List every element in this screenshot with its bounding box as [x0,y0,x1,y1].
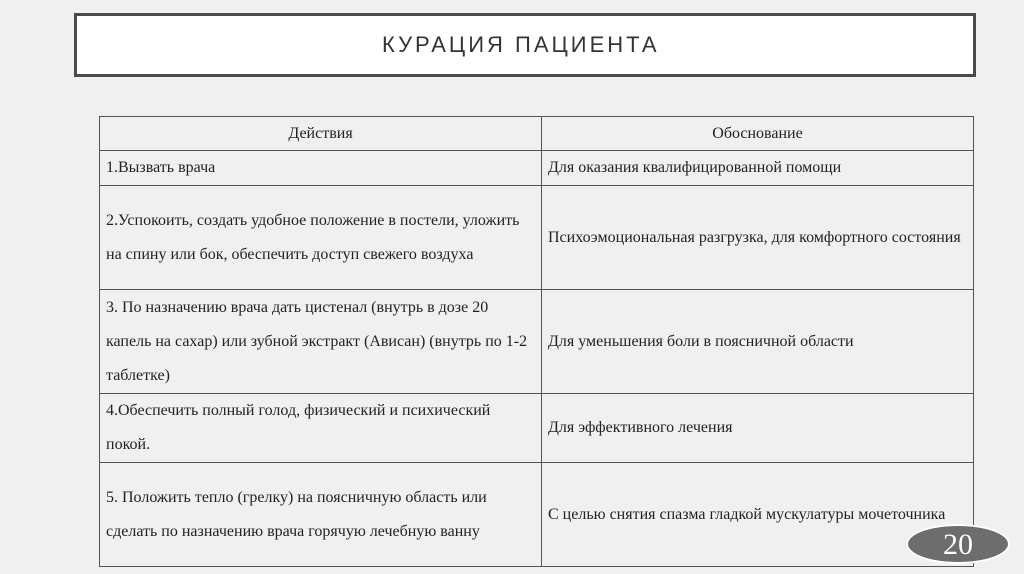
page-title: КУРАЦИЯ ПАЦИЕНТА [382,32,660,57]
reason-cell: Психоэмоциональная разгрузка, для комфортного состояния [542,186,974,290]
action-cell: 4.Обеспечить полный голод, физический и психический покой. [100,394,542,463]
action-cell: 1.Вызвать врача [100,151,542,186]
table-row [100,186,974,290]
table-row [100,463,974,567]
column-header-reasons: Обоснование [542,117,974,151]
action-cell: 2.Успокоить, создать удобное положение в постели, уложить на спину или бок, обеспечить доступ свежего воздуха [100,186,542,290]
reason-cell: С целью снятия спазма гладкой мускулатуры мочеточника [542,463,974,567]
page-number: 20 [943,528,973,561]
reason-cell: Для оказания квалифицированной помощи [542,151,974,186]
table-header-row [100,117,974,151]
page-number-badge [906,524,1010,564]
action-cell: 3. По назначению врача дать цистенал (внутрь в дозе 20 капель на сахар) или зубной экстракт (Ависан) (внутрь по 1-2 таблетке) [100,290,542,394]
table-row [100,151,974,186]
reason-cell: Для эффективного лечения [542,394,974,463]
table-row [100,394,974,463]
curation-table [99,116,974,567]
column-header-actions: Действия [100,117,542,151]
title-box [74,13,976,77]
action-cell: 5. Положить тепло (грелку) на поясничную область или сделать по назначению врача горячую лечебную ванну [100,463,542,567]
table-row [100,290,974,394]
reason-cell: Для уменьшения боли в поясничной области [542,290,974,394]
